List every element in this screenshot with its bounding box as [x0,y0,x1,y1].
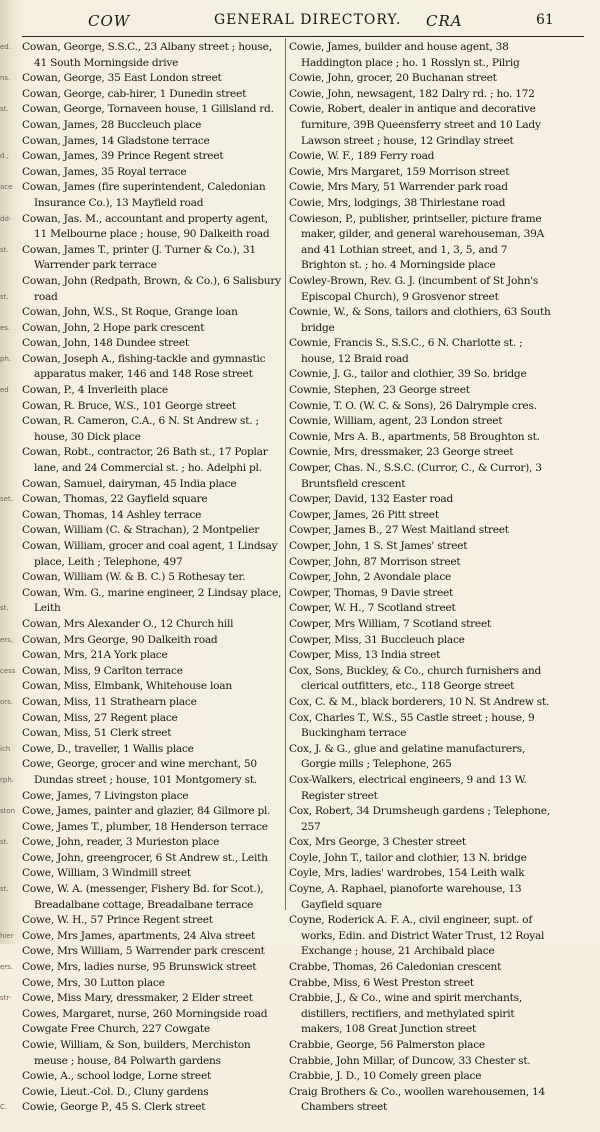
directory-entry: Cox-Walkers, electrical engineers, 9 and 13 W. Register street [289,773,527,802]
directory-entry: Cox, J. & G., glue and gelatine manufacturers, Gorgie mills ; Telephone, 265 [289,742,526,771]
directory-entry: Cowan, Joseph A., fishing-tackle and gymnastic apparatus maker, 146 and 148 Rose street [22,352,266,381]
directory-entry: Cowe, John, greengrocer, 6 St Andrew st., Leith [22,851,268,864]
directory-entry: Coyne, Roderick A. F. A., civil engineer, supt. of works, Edin. and District Water Trust, 12 Royal Exchange ; house, 21 Archibald place [289,914,545,958]
directory-entry: Cowan, John, W.S., St Roque, Grange loan [22,306,238,319]
margin-fragment [0,1038,20,1054]
margin-fragment [0,726,20,742]
directory-entry: Cowan, R. Bruce, W.S., 101 George street [22,399,236,412]
margin-fragment: C. [0,1103,8,1112]
directory-entry: Cowan, William (C. & Strachan), 2 Montpelier [22,524,260,537]
margin-fragment: st. [0,245,9,254]
margin-fragment [0,679,20,695]
margin-fragment [0,87,20,103]
margin-fragment: ns. [0,74,11,83]
margin-fragment: dd- [0,214,12,223]
margin-fragment: ace [0,183,13,192]
directory-entry: Cox, Sons, Buckley, & Co., church furnishers and clerical outfitters, etc., 118 George street [289,664,542,693]
directory-entry: Cowan, Miss, 27 Regent place [22,711,178,724]
directory-entry: Cowan, Miss, 51 Clerk street [22,727,172,740]
directory-entry: Cowan, Jas. M., accountant and property agent, 11 Melbourne place ; house, 90 Dalkeith road [22,212,270,241]
directory-entry: Cowan, Mrs, 21A York place [22,649,168,662]
directory-entry: Cowe, Mrs, 30 Lutton place [22,976,165,989]
directory-entry: Crabbie, John Millar, of Duncow, 33 Chester st. [289,1054,531,1067]
directory-entry: Cowie, John, grocer, 20 Buchanan street [289,72,497,85]
directory-entry: Cownie, Francis S., S.S.C., 6 N. Charlotte st. ; house, 12 Braid road [289,337,523,365]
directory-entry: Cowan, John (Redpath, Brown, & Co.), 6 Salisbury road [22,274,281,303]
margin-fragment [0,648,20,664]
directory-entry: Cowgate Free Church, 227 Cowgate [22,1023,210,1036]
margin-fragment [0,976,20,992]
directory-entry: Cowan, George, Tornaveen house, 1 Gillsland rd. [22,103,274,116]
margin-fragment [0,617,20,633]
margin-fragment: es. [0,323,11,332]
directory-entry: Cowe, Mrs William, 5 Warrender park crescent [22,945,265,958]
directory-entry: Cowe, James, 7 Livingston place [22,789,189,802]
directory-entry: Coyle, Mrs, ladies' wardrobes, 154 Leith walk [289,867,525,880]
margin-fragment [0,1007,20,1023]
margin-fragment: hier [0,931,14,940]
directory-entry: Cowper, John, 1 S. St James' street [289,540,468,552]
margin-fragment [0,586,20,602]
column-divider [285,38,286,910]
directory-entry: Cowan, John, 148 Dundee street [22,337,189,350]
directory-entry: Cowieson, P., publisher, printseller, picture frame maker, gilder, and general warehouseman, 39A and 41 Lothian street, and 1, 3, 5, and 7 Brighton st. ; ho. 4 Morningside place [289,212,544,272]
directory-entry: Coyne, A. Raphael, pianoforte warehouse, 13 Gayfield square [289,883,522,911]
directory-entry: Cowan, Miss, Elmbank, Whitehouse loan [22,680,232,693]
directory-entry: Cowan, George, 35 East London street [22,72,222,85]
margin-fragment [0,461,20,477]
directory-entry: Cowan, Wm. G., marine engineer, 2 Lindsay place, Leith [22,586,282,615]
directory-entry: Cowie, George P., 45 S. Clerk street [22,1101,206,1114]
directory-entry: Cowan, William, grocer and coal agent, 1 Lindsay place, Leith ; Telephone, 497 [22,540,278,568]
directory-entry: Cowan, George, cab-hirer, 1 Dunedin street [22,87,247,100]
directory-entry: Crabbie, George, 56 Palmerston place [289,1039,485,1051]
directory-entry: Cowe, George, grocer and wine merchant, 50 Dundas street ; house, 101 Montgomery st. [22,758,257,786]
directory-entry: Cowan, Thomas, 14 Ashley terrace [22,508,202,521]
margin-fragment [0,134,20,150]
directory-entry: Cowper, W. H., 7 Scotland street [289,602,456,615]
directory-entry: Cownie, Mrs, dressmaker, 23 George street [289,446,514,459]
margin-fragment [0,477,20,493]
directory-entry: Cowan, William (W. & B. C.) 5 Rothesay ter. [22,571,246,584]
margin-fragment [0,274,20,290]
header-right-keyword: CRA [426,12,463,30]
directory-entry: Cowan, Thomas, 22 Gayfield square [22,493,208,506]
directory-entry: Cowie, Mrs, lodgings, 38 Thirlestane road [289,196,506,209]
margin-fragment [0,165,20,181]
directory-entry: Cowie, Mrs Mary, 51 Warrender park road [289,181,508,194]
header-title: GENERAL DIRECTORY. [214,12,402,28]
margin-fragment [0,570,20,586]
margin-fragment [0,913,20,929]
directory-entry: Cowie, Lieut.-Col. D., Cluny gardens [22,1085,209,1098]
directory-entry: Cox, C. & M., black borderers, 10 N. St Andrew st. [289,695,550,708]
margin-fragment [0,1116,20,1132]
directory-entry: Cowper, John, 87 Morrison street [289,555,461,568]
margin-fragment [0,508,20,524]
directory-entry: Craig Brothers & Co., woollen warehousemen, 14 Chambers street [289,1085,546,1114]
margin-fragment: ston [0,807,16,816]
directory-entry: Cowie, John, newsagent, 182 Dalry rd. ; ho. 172 [289,87,535,100]
directory-entry: Cownie, T. O. (W. C. & Sons), 26 Dalrymple cres. [289,399,537,412]
margin-fragment: st. [0,105,9,114]
directory-entry: Cowan, Mrs Alexander O., 12 Church hill [22,617,234,630]
header-rule [22,36,584,37]
directory-entry: Crabbe, Miss, 6 West Preston street [289,976,474,989]
margin-fragment [0,118,20,134]
page-number: 61 [536,12,554,28]
margin-fragment: cess [0,666,16,675]
directory-entry: Cowie, Mrs Margaret, 159 Morrison street [289,165,510,178]
right-column [289,40,555,1116]
directory-entry: Cowper, Thomas, 9 Davie street [289,586,454,599]
directory-entry: Cowie, James, builder and house agent, 38 Haddington place ; ho. 1 Rosslyn st., Pilrig [289,41,520,69]
directory-entry: Cowan, Samuel, dairyman, 45 India place [22,477,237,490]
margin-fragment: st. [0,885,9,894]
directory-entry: Cowan, Miss, 11 Strathearn place [22,695,197,708]
margin-fragment: st. [0,838,9,847]
directory-entry: Cox, Mrs George, 3 Chester street [289,836,466,849]
directory-entry: Cowe, John, reader, 3 Murieston place [22,836,220,849]
directory-entry: Cowie, Robert, dealer in antique and decorative furniture, 39B Queensferry street and 10 Lady Lawson street ; house, 12 Grindlay street [289,103,541,147]
directory-entry: Cowan, R. Cameron, C.A., 6 N. St Andrew st. ; house, 30 Dick place [22,415,259,443]
directory-entry: Cowie, William, & Son, builders, Merchiston meuse ; house, 84 Polwarth gardens [22,1039,251,1067]
margin-fragment [0,1054,20,1070]
directory-entry: Coyle, John T., tailor and clothier, 13 N. bridge [289,851,527,864]
directory-entry: Cowe, Miss Mary, dressmaker, 2 Elder street [22,992,253,1005]
directory-entry: Cowper, Mrs William, 7 Scotland street [289,617,491,630]
margin-fragment [0,430,20,446]
margin-fragment [0,789,20,805]
directory-entry: Cownie, Stephen, 23 George street [289,384,470,397]
directory-entry: Cownie, Mrs A. B., apartments, 58 Broughton st. [289,430,540,443]
margin-fragment: ers. [0,963,14,972]
margin-fragment: st. [0,604,9,613]
margin-fragment: ors. [0,697,14,706]
margin-fragment [0,1085,20,1101]
margin-fragment: ph. [0,354,12,363]
margin-fragment [0,367,20,383]
margin-fragment [0,523,20,539]
directory-entry: Cowper, David, 132 Easter road [289,493,454,506]
directory-entry: Cowley-Brown, Rev. G. J. (incumbent of St John's Episcopal Church), 9 Grosvenor street [289,274,539,303]
directory-entry: Cowper, Chas. N., S.S.C. (Curror, C., & Curror), 3 Bruntsfield crescent [289,462,542,490]
directory-entry: Cowe, William, 3 Windmill street [22,867,191,880]
directory-entry: Cowan, James, 14 Gladstone terrace [22,134,210,147]
margin-fragment [0,305,20,321]
margin-fragment [0,539,20,555]
margin-fragment [0,851,20,867]
page-header [76,10,584,36]
margin-fragment: st. [0,292,9,301]
margin-fragment [0,258,20,274]
directory-entry: Cowan, James, 35 Royal terrace [22,165,187,178]
margin-fragment [0,414,20,430]
margin-fragment: ich [0,744,11,753]
margin-fragment: ed. [0,43,11,51]
margin-fragment: rph. [0,775,14,784]
directory-entry: Cowper, James, 26 Pitt street [289,508,439,521]
margin-fragment [0,1022,20,1038]
directory-entry: Cowe, Mrs, ladies nurse, 95 Brunswick street [22,961,257,974]
margin-fragment [0,336,20,352]
margin-fragment [0,227,20,243]
margin-fragment [0,866,20,882]
margin-fragment [0,399,20,415]
directory-entry: Cox, Robert, 34 Drumsheugh gardens ; Telephone, 257 [289,805,550,833]
margin-fragment [0,196,20,212]
left-column [22,40,283,1116]
directory-entry: Cowan, Mrs George, 90 Dalkeith road [22,633,218,646]
directory-entry: Cowan, Miss, 9 Carlton terrace [22,664,183,677]
directory-entry: Cowe, James, painter and glazier, 84 Gilmore pl. [22,805,271,818]
directory-entry: Cowper, James B., 27 West Maitland street [289,524,509,537]
directory-entry: Cowper, Miss, 31 Buccleuch place [289,633,465,646]
directory-entry: Crabbie, J., & Co., wine and spirit merchants, distillers, rectifiers, and methylated spirit makers, 108 Great Junction street [289,992,522,1036]
margin-fragment [0,898,20,914]
margin-fragment [0,56,20,72]
directory-entry: Cowan, James, 39 Prince Regent street [22,150,224,163]
directory-entry: Cowe, W. A. (messenger, Fishery Bd. for Scot.), Breadalbane cottage, Breadalbane terrace [22,883,264,911]
directory-entry: Cowie, A., school lodge, Lorne street [22,1070,211,1083]
margin-fragment: str- [0,994,12,1003]
margin-fragment: ed [0,386,9,395]
directory-entry: Cowan, John, 2 Hope park crescent [22,321,205,334]
margin-fragment: set. [0,495,13,504]
margin-fragment [0,711,20,727]
directory-entry: Cowe, James T., plumber, 18 Henderson terrace [22,820,268,833]
adjacent-page-margin [0,40,20,1112]
margin-fragment [0,445,20,461]
directory-entry: Cowan, James, 28 Buccleuch place [22,118,202,131]
directory-entry: Cowan, P., 4 Inverleith place [22,384,168,397]
directory-entry: Cowie, W. F., 189 Ferry road [289,150,435,163]
directory-entry: Cowan, George, S.S.C., 23 Albany street ; house, 41 South Morningside drive [22,41,272,69]
directory-entry: Cowper, John, 2 Avondale place [289,571,452,584]
directory-entry: Cowan, Robt., contractor, 26 Bath st., 17 Poplar lane, and 24 Commercial st. ; ho. Adelphi pl. [22,446,268,475]
margin-fragment [0,555,20,571]
header-left-keyword: COW [88,12,131,30]
directory-entry: Cowe, D., traveller, 1 Wallis place [22,742,194,755]
directory-entry: Cowes, Margaret, nurse, 260 Morningside road [22,1007,268,1020]
margin-fragment [0,1069,20,1085]
directory-entry: Cownie, J. G., tailor and clothier, 39 So. bridge [289,368,527,381]
directory-entry: Crabbe, Thomas, 26 Caledonian crescent [289,961,502,974]
directory-entry: Cowan, James T., printer (J. Turner & Co.), 31 Warrender park terrace [22,243,256,272]
directory-entry: Cowan, James (fire superintendent, Caledonian Insurance Co.), 13 Mayfield road [22,181,266,209]
directory-entry: Cowe, W. H., 57 Prince Regent street [22,914,213,927]
margin-fragment: d.; [0,152,10,161]
directory-entry: Cox, Charles T., W.S., 55 Castle street ; house, 9 Buckingham terrace [289,711,535,740]
directory-entry: Crabbie, J. D., 10 Comely green place [289,1070,482,1083]
directory-entry: Cownie, W., & Sons, tailors and clothiers, 63 South bridge [289,306,551,334]
margin-fragment [0,757,20,773]
margin-fragment: ers, [0,635,14,644]
margin-fragment [0,944,20,960]
margin-fragment [0,820,20,836]
directory-entry: Cownie, William, agent, 23 London street [289,415,503,428]
directory-entry: Cowe, Mrs James, apartments, 24 Alva street [22,929,255,942]
directory-entry: Cowper, Miss, 13 India street [289,649,441,662]
